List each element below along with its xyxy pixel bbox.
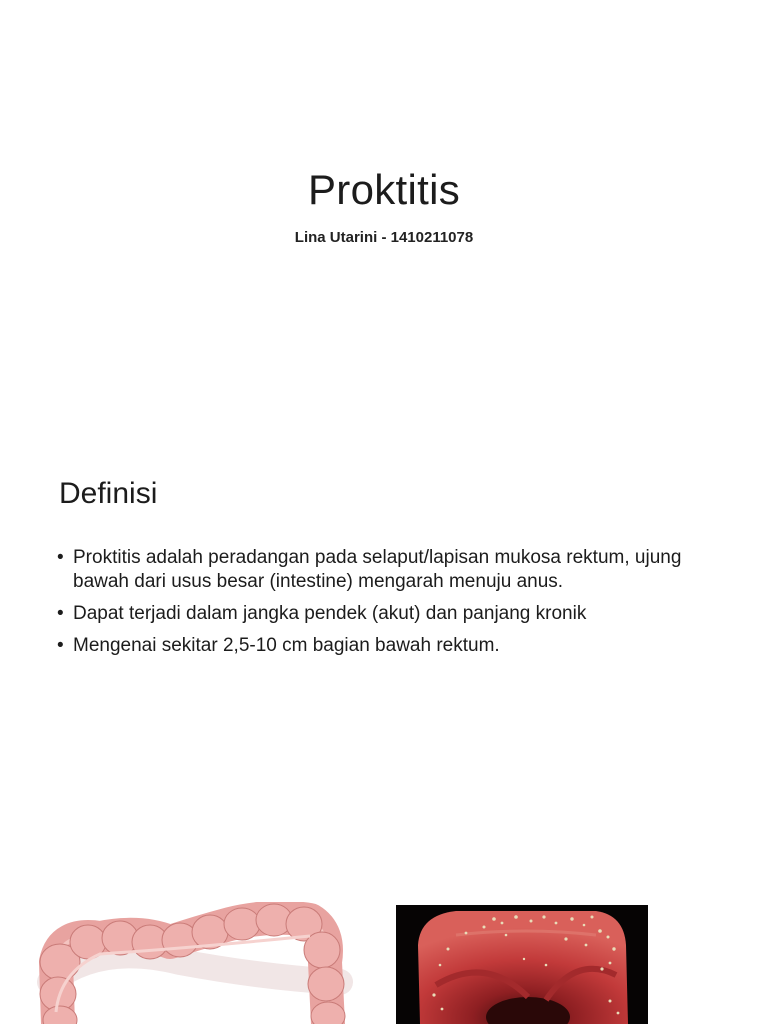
bullet-item (57, 634, 717, 658)
bullet-dot-icon: • (57, 547, 64, 568)
section-heading: Definisi (59, 477, 158, 510)
bullet-text: Proktitis adalah peradangan pada selaput/lapisan mukosa rektum, ujung bawah dari usus besar (intestine) mengarah menuju anus. (73, 547, 682, 592)
colon-icon (10, 902, 360, 1024)
colon-illustration (10, 902, 360, 1024)
bullet-dot-icon: • (57, 635, 64, 656)
bullet-text: Mengenai sekitar 2,5-10 cm bagian bawah rektum. (73, 635, 500, 656)
bullet-dot-icon: • (57, 603, 64, 624)
endoscopy-image (396, 905, 648, 1024)
definition-slide (0, 432, 768, 1024)
bullet-item (57, 602, 717, 626)
title-slide (0, 0, 768, 432)
bullet-text: Dapat terjadi dalam jangka pendek (akut) dan panjang kronik (73, 603, 587, 624)
bullet-list (57, 546, 717, 666)
bullet-item (57, 546, 717, 594)
slide-title: Proktitis (307, 166, 461, 213)
slide-subtitle: Lina Utarini - 1410211078 (294, 229, 474, 246)
rectal-mucosa-icon (396, 905, 648, 1024)
